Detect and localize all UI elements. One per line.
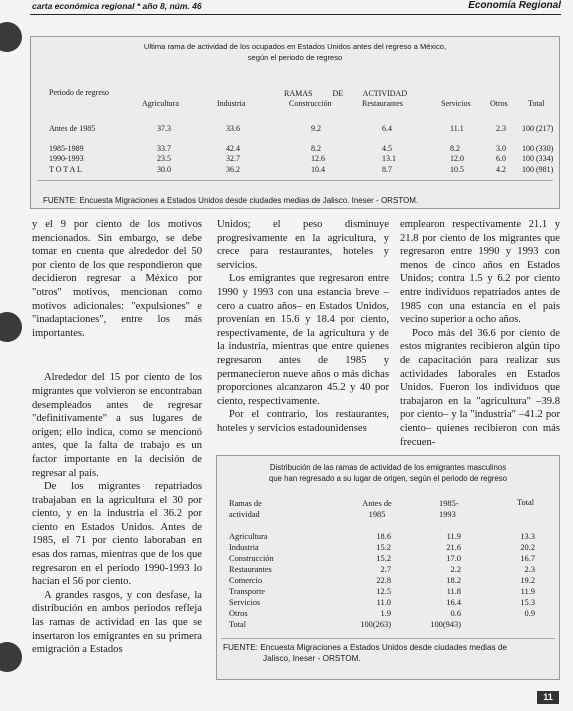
table-cell: 33.7 bbox=[157, 144, 171, 153]
table-cell: 20.2 bbox=[520, 543, 535, 552]
table-cell: 36.2 bbox=[226, 165, 240, 174]
table2-caption-line1: Distribución de las ramas de actividad de los emigrantes masculinos bbox=[269, 463, 507, 472]
table2-caption bbox=[217, 462, 559, 484]
table-cell: 10.5 bbox=[450, 165, 464, 174]
paragraph: Por el contrario, los restaurantes, hoteles y servicios estadounidenses bbox=[217, 409, 389, 434]
table-cell: 100 (330) bbox=[522, 144, 554, 153]
table-cell: 1.9 bbox=[380, 609, 391, 618]
table-cell: 17.0 bbox=[446, 554, 461, 563]
table-cell: 15.2 bbox=[376, 554, 391, 563]
table1-header-restaurantes: Restaurantes bbox=[362, 99, 403, 108]
table1-rule bbox=[37, 180, 553, 181]
table1-group-header: RAMAS DE ACTIVIDAD bbox=[284, 89, 408, 98]
table-row-rama: Construcción bbox=[229, 554, 274, 563]
table-cell: 2.3 bbox=[524, 565, 535, 574]
table1-header-total: Total bbox=[528, 99, 545, 108]
table-cell: 21.6 bbox=[446, 543, 461, 552]
table-cell: 16.4 bbox=[446, 598, 461, 607]
table-cell: 33.6 bbox=[226, 124, 240, 133]
table-cell: 100(263) bbox=[360, 620, 391, 629]
table-cell: 37.3 bbox=[157, 124, 171, 133]
table-cell: 2.3 bbox=[496, 124, 506, 133]
paragraph: y el 9 por ciento de los motivos mencionados. Sin embargo, se debe tomar en cuenta que alrededor del 50 por ciento de los que respondieron que decidieron regresar a México por "otros" motivos, mencionan como motivos adicionales: "expulsiones" e "inadaptaciones", entre los más importantes. bbox=[32, 219, 202, 339]
table-cell: 12.0 bbox=[450, 154, 464, 163]
table-cell: 4.5 bbox=[382, 144, 392, 153]
header-publication: carta económica regional * año 8, núm. 46 bbox=[32, 1, 202, 11]
table-row-rama: Total bbox=[229, 620, 247, 629]
binder-hole-bottom bbox=[0, 642, 22, 672]
table-row-periodo: 1990-1993 bbox=[49, 154, 84, 163]
table1-header-periodo: Periodo de regreso bbox=[49, 88, 109, 97]
table-row-rama: Industria bbox=[229, 543, 259, 552]
table1-header-servicios: Servicios bbox=[441, 99, 471, 108]
paragraph: Unidos; el peso disminuye progresivamente en la agricultura, y crece para restaurantes, hoteles y servicios. bbox=[217, 219, 389, 271]
table-row-rama: Transporte bbox=[229, 587, 265, 596]
table-row-periodo: 1985-1989 bbox=[49, 144, 84, 153]
table-cell: 9.2 bbox=[311, 124, 321, 133]
table-cell: 30.0 bbox=[157, 165, 171, 174]
table-cell: 0.6 bbox=[450, 609, 461, 618]
paragraph: emplearon respectivamente 21.1 y 21.8 por ciento de los migrantes que regresaron entre 1990 y 1993 con menos de cinco años en Estados Unidos; contra 1.5 y 6.2 por ciento entre individuos repatriados antes de 1985 con una estancia en el país vecino superior a ocho años. bbox=[400, 219, 560, 326]
binder-hole-middle bbox=[0, 312, 22, 342]
table-row-rama: Comercio bbox=[229, 576, 263, 585]
table-cell: 15.2 bbox=[376, 543, 391, 552]
page-number: 11 bbox=[537, 691, 559, 704]
table1-caption-line2: según el periodo de regreso bbox=[247, 53, 343, 62]
table-row-rama: Agricultura bbox=[229, 532, 268, 541]
table-row-periodo: T O T A L bbox=[49, 165, 82, 174]
binder-hole-top bbox=[0, 22, 22, 52]
table-cell: 10.4 bbox=[311, 165, 325, 174]
table1-header-construccion: Construcción bbox=[289, 99, 332, 108]
body-column-1 bbox=[32, 218, 202, 657]
table-cell: 12.5 bbox=[376, 587, 391, 596]
table-distribucion-ramas bbox=[216, 455, 560, 680]
table-cell: 19.2 bbox=[520, 576, 535, 585]
table-cell: 100 (334) bbox=[522, 154, 554, 163]
table-cell: 22.8 bbox=[376, 576, 391, 585]
paragraph: Poco más del 36.6 por ciento de estos migrantes recibieron algún tipo de capacitación para realizar sus actividades laborales en Estados Unidos. Fueron los individuos que trabajaron en la "agricultura" –39.8 por ciento– y la "industria" –41.2 por ciento– quienes recibieron con más frecuen- bbox=[400, 327, 560, 448]
table2-header-antes: Antes de 1985 bbox=[362, 499, 392, 519]
table1-caption-line1: Ultima rama de actividad de los ocupados en Estados Unidos antes del regreso a México, bbox=[143, 42, 447, 51]
table-cell: 6.0 bbox=[496, 154, 506, 163]
table-cell: 13.1 bbox=[382, 154, 396, 163]
table2-source-line1: FUENTE: Encuesta Migraciones a Estados Unidos desde ciudades medias de bbox=[223, 643, 507, 652]
table-cell: 23.5 bbox=[157, 154, 171, 163]
table-ramas-por-periodo bbox=[30, 36, 560, 209]
table-cell: 15.3 bbox=[520, 598, 535, 607]
table2-caption-line2: que han regresado a su lugar de origen, según el periodo de regreso bbox=[269, 474, 507, 483]
table-cell: 18.2 bbox=[446, 576, 461, 585]
table-cell: 16.7 bbox=[520, 554, 535, 563]
table-cell: 42.4 bbox=[226, 144, 240, 153]
paragraph: A grandes rasgos, y con desfase, la distribución en ambos periodos refleja las ramas de actividad en las que se insertaron los emigrantes en su primera emigración a Estados bbox=[32, 589, 202, 656]
table-row-rama: Restaurantes bbox=[229, 565, 272, 574]
table2-header-1985: 1985- 1993 bbox=[439, 499, 459, 519]
table-cell: 32.7 bbox=[226, 154, 240, 163]
running-header bbox=[30, 0, 561, 15]
table-cell: 8.7 bbox=[382, 165, 392, 174]
table-cell: 100 (981) bbox=[522, 165, 554, 174]
table-row-rama: Otros bbox=[229, 609, 248, 618]
table1-source: FUENTE: Encuesta Migraciones a Estados Unidos desde ciudades medias de Jalisco. Ineser - ORSTOM. bbox=[43, 196, 419, 205]
table-cell: 11.9 bbox=[520, 587, 535, 596]
table1-header-agricultura: Agricultura bbox=[142, 99, 179, 108]
table1-header-otros: Otros bbox=[490, 99, 508, 108]
body-column-3 bbox=[400, 218, 560, 449]
table-cell: 6.4 bbox=[382, 124, 392, 133]
table2-header-total: Total bbox=[517, 498, 535, 507]
table-row-rama: Servicios bbox=[229, 598, 261, 607]
table2-source bbox=[223, 642, 507, 664]
table-cell: 8.2 bbox=[311, 144, 321, 153]
table-cell: 11.1 bbox=[450, 124, 464, 133]
header-section: Economía Regional bbox=[468, 0, 561, 11]
table-row-periodo: Antes de 1985 bbox=[49, 124, 96, 133]
paragraph: De los migrantes repatriados trabajaban en la agricultura el 30 por ciento, y en la industria el 36.2 por ciento en Estados Unidos. Antes de 1985, el 71 por ciento laboraban en esas dos ramas, mientras que de los que regresaron en el periodo 1990-1993 lo hacían el 56 por ciento. bbox=[32, 481, 202, 588]
table1-header-industria: Industria bbox=[217, 99, 246, 108]
table1-caption bbox=[31, 41, 559, 63]
table-cell: 0.9 bbox=[524, 609, 535, 618]
body-column-2 bbox=[217, 218, 389, 436]
table-cell: 2.7 bbox=[380, 565, 391, 574]
table-cell: 11.0 bbox=[376, 598, 391, 607]
table-cell: 4.2 bbox=[496, 165, 506, 174]
table-cell: 3.0 bbox=[496, 144, 506, 153]
paragraph: Alrededor del 15 por ciento de los migrantes que volvieron se encontraban desempleados antes de regresar "definitivamente" a sus lugares de origen; ello indica, como se mencionó antes, que la falta de trabajo es un factor importante en la decisión de regresar al país. bbox=[32, 372, 202, 479]
table-cell: 100(943) bbox=[430, 620, 461, 629]
table-cell: 8.2 bbox=[450, 144, 460, 153]
table-cell: 2.2 bbox=[450, 565, 461, 574]
table-cell: 12.6 bbox=[311, 154, 325, 163]
table-cell: 100 (217) bbox=[522, 124, 554, 133]
table-cell: 11.9 bbox=[446, 532, 461, 541]
table2-rule bbox=[221, 638, 555, 639]
paragraph: Los emigrantes que regresaron entre 1990 y 1993 con una estancia breve –cero a cuatro años– en Estados Unidos, provenían en 15.6 y 18.4 por ciento, respectivamente, de la agricultura y de la industria, mientras que entre quienes regresaron antes de 1985 y permanecieron nueve años o más dichas proporciones alcanzaron 45.2 y 40 por ciento, respectivamente. bbox=[217, 273, 389, 407]
table-cell: 11.8 bbox=[446, 587, 461, 596]
table2-header-rama: Ramas de actividad bbox=[229, 499, 262, 519]
table-cell: 13.3 bbox=[520, 532, 535, 541]
table-cell: 18.6 bbox=[376, 532, 391, 541]
table2-source-line2: Jalisco, Ineser - ORSTOM. bbox=[263, 654, 361, 663]
